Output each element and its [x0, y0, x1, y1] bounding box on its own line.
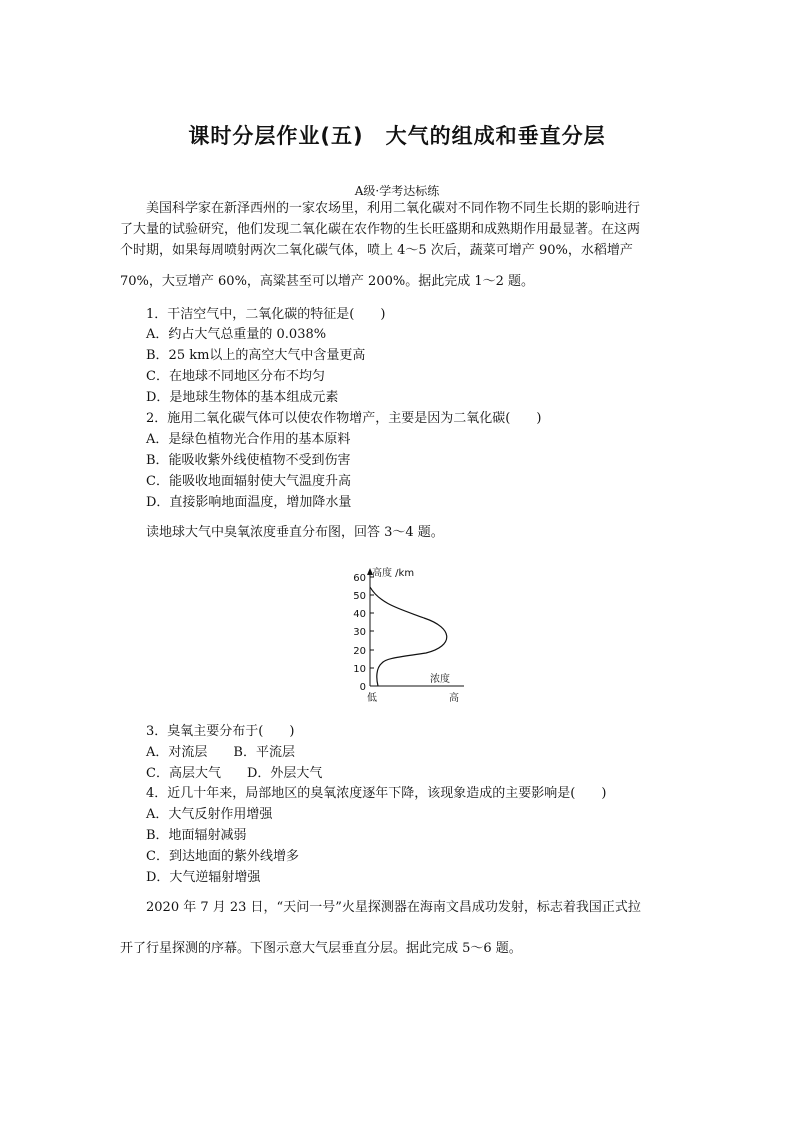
y-tick-50: 50 [353, 591, 366, 602]
y-tick-0: 0 [359, 682, 366, 693]
y-tick-40: 40 [353, 609, 366, 620]
x-high-label: 高 [449, 693, 459, 704]
q2-option-a: A．是绿色植物光合作用的基本原料 [146, 432, 351, 447]
section-heading: A级·学考达标练 [354, 184, 440, 198]
intro1-line1: 美国科学家在新泽西州的一家农场里，利用二氧化碳对不同作物不同生长期的影响进行 [146, 201, 641, 216]
y-tick-10: 10 [353, 664, 366, 675]
y-tick-30: 30 [353, 627, 366, 638]
y-axis-label: 高度 /km [372, 568, 415, 579]
intro1-line2: 了大量的试验研究，他们发现二氧化碳在农作物的生长旺盛期和成熟期作用最显著。在这两 [120, 222, 641, 237]
x-axis-label: 浓度 [430, 674, 450, 685]
q4-option-d: D．大气逆辐射增强 [146, 870, 261, 885]
q4-stem: 4．近几十年来，局部地区的臭氧浓度逐年下降，该现象造成的主要影响是( ) [146, 786, 607, 801]
x-low-label: 低 [367, 693, 377, 704]
q1-option-c: C．在地球不同地区分布不均匀 [146, 369, 325, 384]
y-tick-60: 60 [353, 573, 366, 584]
q2-option-d: D．直接影响地面温度，增加降水量 [146, 495, 352, 510]
ozone-vertical-distribution-figure [336, 560, 476, 710]
q1-option-b: B．25 km以上的高空大气中含量更高 [146, 348, 366, 363]
intro2: 读地球大气中臭氧浓度垂直分布图，回答 3～4 题。 [146, 525, 444, 540]
intro3-line2: 开了行星探测的序幕。下图示意大气层垂直分层。据此完成 5～6 题。 [120, 941, 522, 956]
y-tick-20: 20 [353, 646, 366, 657]
q4-option-c: C．到达地面的紫外线增多 [146, 849, 299, 864]
q3-options-cd: C．高层大气 D．外层大气 [146, 766, 323, 781]
intro1-line3: 个时期，如果每周喷射两次二氧化碳气体，喷上 4～5 次后，蔬菜可增产 90%，水稻增产 [120, 243, 633, 258]
q4-option-b: B．地面辐射减弱 [146, 828, 247, 843]
q2-option-c: C．能吸收地面辐射使大气温度升高 [146, 474, 351, 489]
q3-options-ab: A．对流层 B．平流层 [146, 745, 295, 760]
q3-stem: 3．臭氧主要分布于( ) [146, 724, 295, 739]
q2-option-b: B．能吸收紫外线使植物不受到伤害 [146, 453, 351, 468]
ozone-concentration-curve [370, 587, 447, 686]
q1-option-d: D．是地球生物体的基本组成元素 [146, 390, 339, 405]
intro1-line4: 70%，大豆增产 60%，高粱甚至可以增产 200%。据此完成 1～2 题。 [120, 274, 535, 289]
q1-stem: 1．干洁空气中，二氧化碳的特征是( ) [146, 307, 386, 322]
intro3-line1: 2020 年 7 月 23 日，“天问一号”火星探测器在海南文昌成功发射，标志着我国正式拉 [146, 900, 641, 915]
q2-stem: 2．施用二氧化碳气体可以使农作物增产，主要是因为二氧化碳( ) [146, 411, 542, 426]
q4-option-a: A．大气反射作用增强 [146, 807, 273, 822]
q1-option-a: A．约占大气总重量的 0.038% [146, 327, 327, 342]
page-title: 课时分层作业(五) 大气的组成和垂直分层 [188, 124, 606, 148]
